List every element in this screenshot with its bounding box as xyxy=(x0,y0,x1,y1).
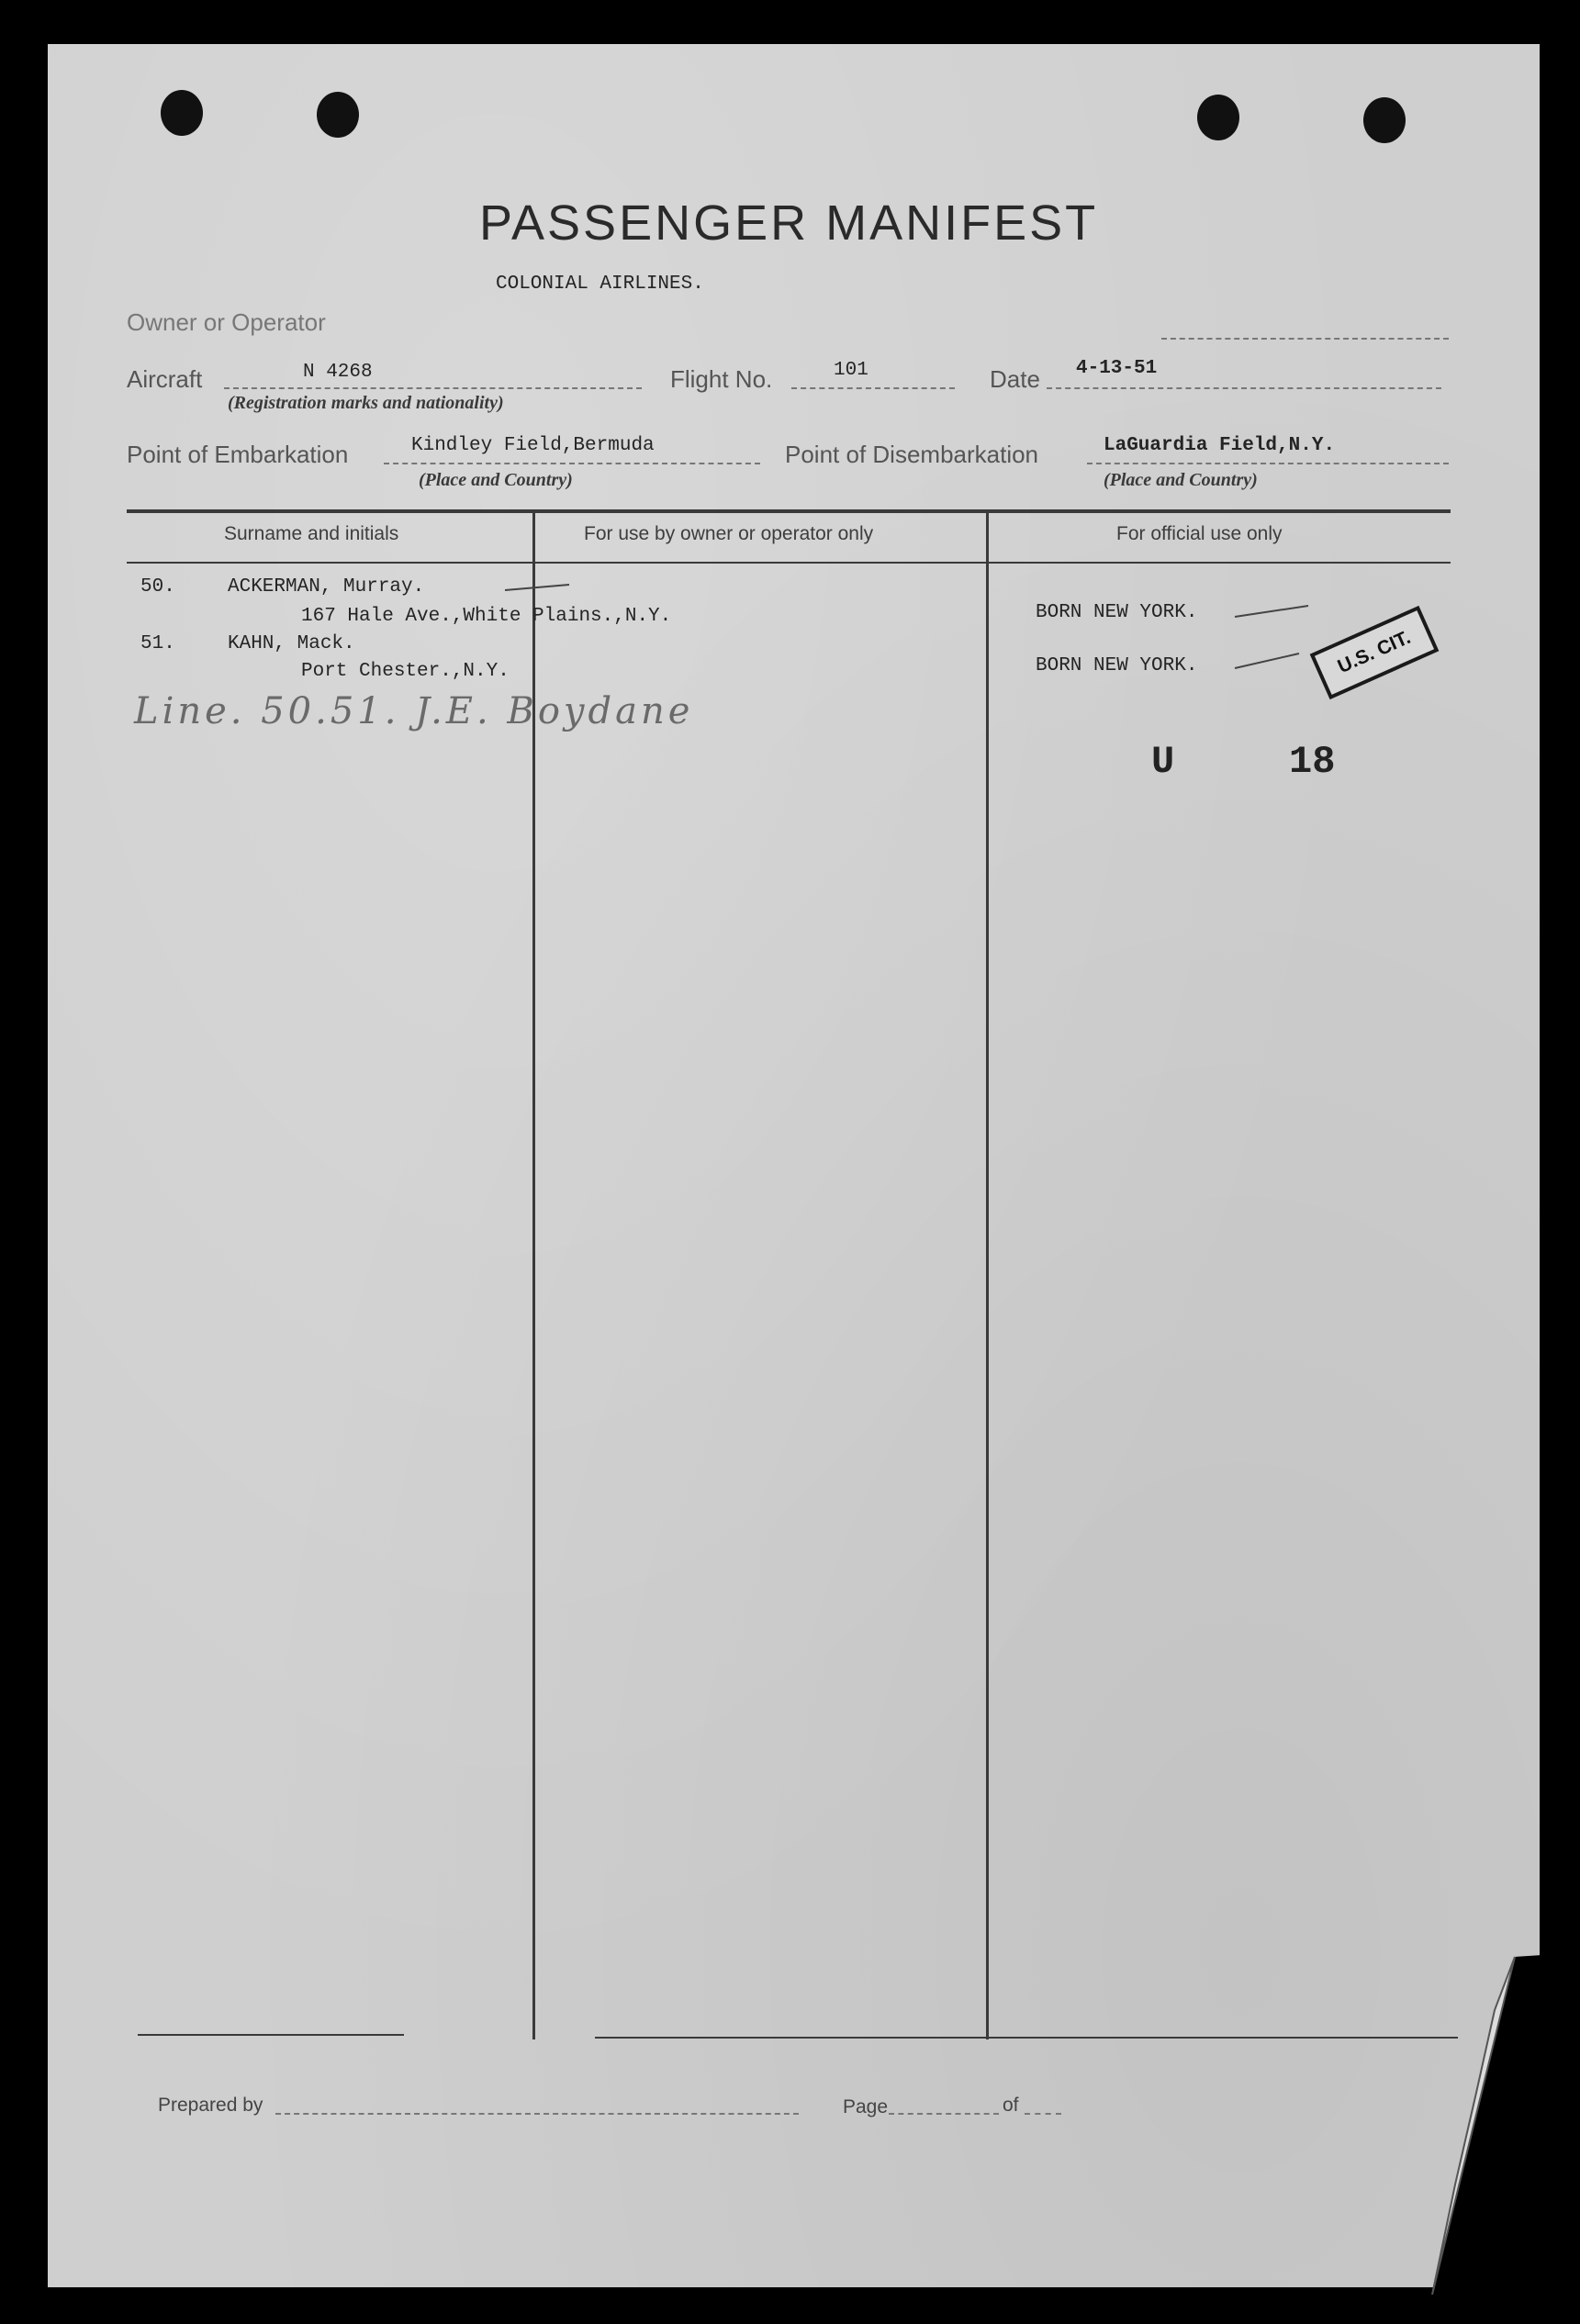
disembarkation-value: LaGuardia Field,N.Y. xyxy=(1104,435,1336,456)
page-label: Page xyxy=(843,2096,889,2117)
page-number-line xyxy=(889,2113,999,2115)
stamp-number-prefix: U xyxy=(1151,740,1175,784)
prepared-by-label: Prepared by xyxy=(158,2095,263,2116)
aircraft-sublabel: (Registration marks and nationality) xyxy=(228,393,504,413)
embarkation-sublabel: (Place and Country) xyxy=(419,470,573,490)
date-label: Date xyxy=(990,365,1040,393)
flight-value: 101 xyxy=(834,360,868,381)
official-note: BORN NEW YORK. xyxy=(1036,655,1198,676)
disembarkation-label: Point of Disembarkation xyxy=(785,441,1039,468)
aircraft-label: Aircraft xyxy=(127,365,203,393)
embarkation-value: Kindley Field,Bermuda xyxy=(411,435,655,456)
page-total-line xyxy=(1025,2113,1061,2115)
disembarkation-sublabel: (Place and Country) xyxy=(1104,470,1258,490)
footer-rule-right xyxy=(595,2037,1458,2039)
passenger-name: ACKERMAN, Murray. xyxy=(228,576,425,598)
column-header-official: For official use only xyxy=(1116,523,1283,544)
column-header-surname: Surname and initials xyxy=(224,523,399,544)
embarkation-label: Point of Embarkation xyxy=(127,441,349,468)
prepared-by-line xyxy=(275,2113,799,2115)
us-citizen-stamp: U.S. CIT. xyxy=(1310,606,1440,699)
footer-rule-left xyxy=(138,2034,404,2036)
column-header-owner: For use by owner or operator only xyxy=(584,523,874,544)
official-note: BORN NEW YORK. xyxy=(1036,602,1198,623)
passenger-address: 167 Hale Ave.,White Plains.,N.Y. xyxy=(301,606,672,627)
row-number: 51. xyxy=(140,633,175,654)
date-value: 4-13-51 xyxy=(1076,358,1158,379)
handwritten-note: Line. 50.51. J.E. Boydane xyxy=(134,690,694,732)
carrier-name: COLONIAL AIRLINES. xyxy=(496,274,704,295)
row-number: 50. xyxy=(140,576,175,598)
passenger-name: KAHN, Mack. xyxy=(228,633,355,654)
stamp-number: 18 xyxy=(1289,740,1336,784)
of-label: of xyxy=(1003,2095,1019,2116)
passenger-address: Port Chester.,N.Y. xyxy=(301,661,510,682)
page-title: PASSENGER MANIFEST xyxy=(479,196,1099,251)
owner-label: Owner or Operator xyxy=(127,308,326,336)
aircraft-value: N 4268 xyxy=(303,362,373,383)
flight-label: Flight No. xyxy=(670,365,773,393)
